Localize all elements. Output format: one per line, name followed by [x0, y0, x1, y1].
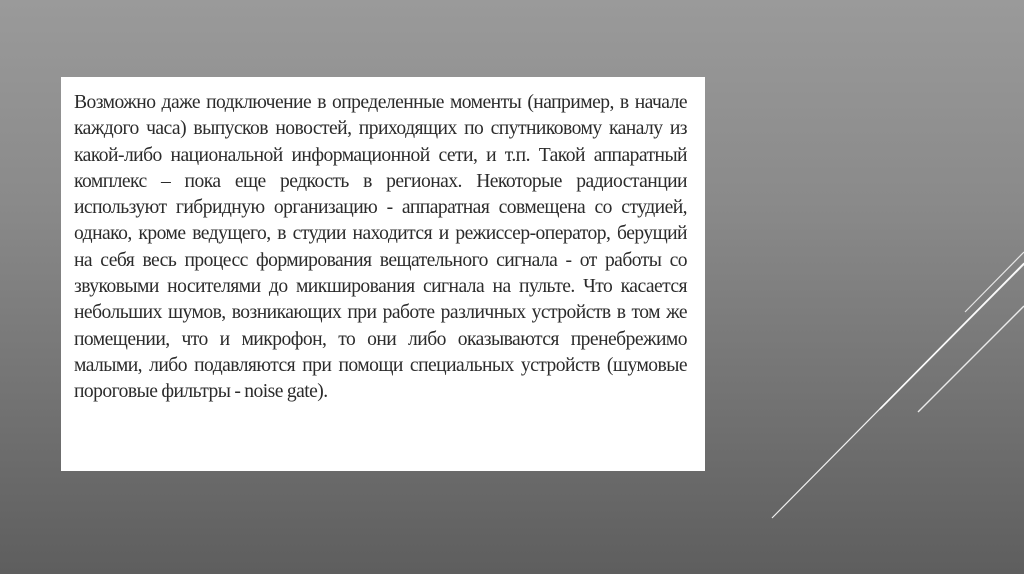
- text-line-2: каждого часа) выпусков новостей, приходящих по спутниковому каналу из: [74, 118, 687, 140]
- text-line-8: звуковыми носителями до микширования сигнала на пульте. Что касается: [74, 276, 687, 298]
- text-line-7: на себя весь процесс формирования вещательного сигнала - от работы со: [74, 249, 687, 271]
- text-line-6: однако, кроме ведущего, в студии находится и режиссер-оператор, берущий: [74, 223, 687, 245]
- decorative-line-4: [965, 252, 1024, 312]
- text-panel: [61, 77, 705, 471]
- text-line-11: малыми, либо подавляются при помощи специальных устройств (шумовые: [74, 354, 687, 376]
- text-line-4: комплекс – пока еще редкость в регионах. Некоторые радиостанции: [74, 170, 687, 192]
- decorative-line-3: [772, 263, 1024, 518]
- text-line-1: Возможно даже подключение в определенные моменты (например, в начале: [74, 92, 687, 113]
- decorative-line-2: [918, 306, 1024, 412]
- text-line-3: какой-либо национальной информационной сети, и т.п. Такой аппаратный: [74, 144, 687, 166]
- text-line-5: используют гибридную организацию - аппаратная совмещена со студией,: [74, 197, 687, 219]
- text-line-9: небольших шумов, возникающих при работе различных устройств в том же: [74, 302, 687, 324]
- text-line-10: помещении, что и микрофон, то они либо оказываются пренебрежимо: [74, 328, 687, 350]
- text-line-12: пороговые фильтры - noise gate).: [74, 381, 328, 403]
- decorative-line-1: [880, 264, 1024, 409]
